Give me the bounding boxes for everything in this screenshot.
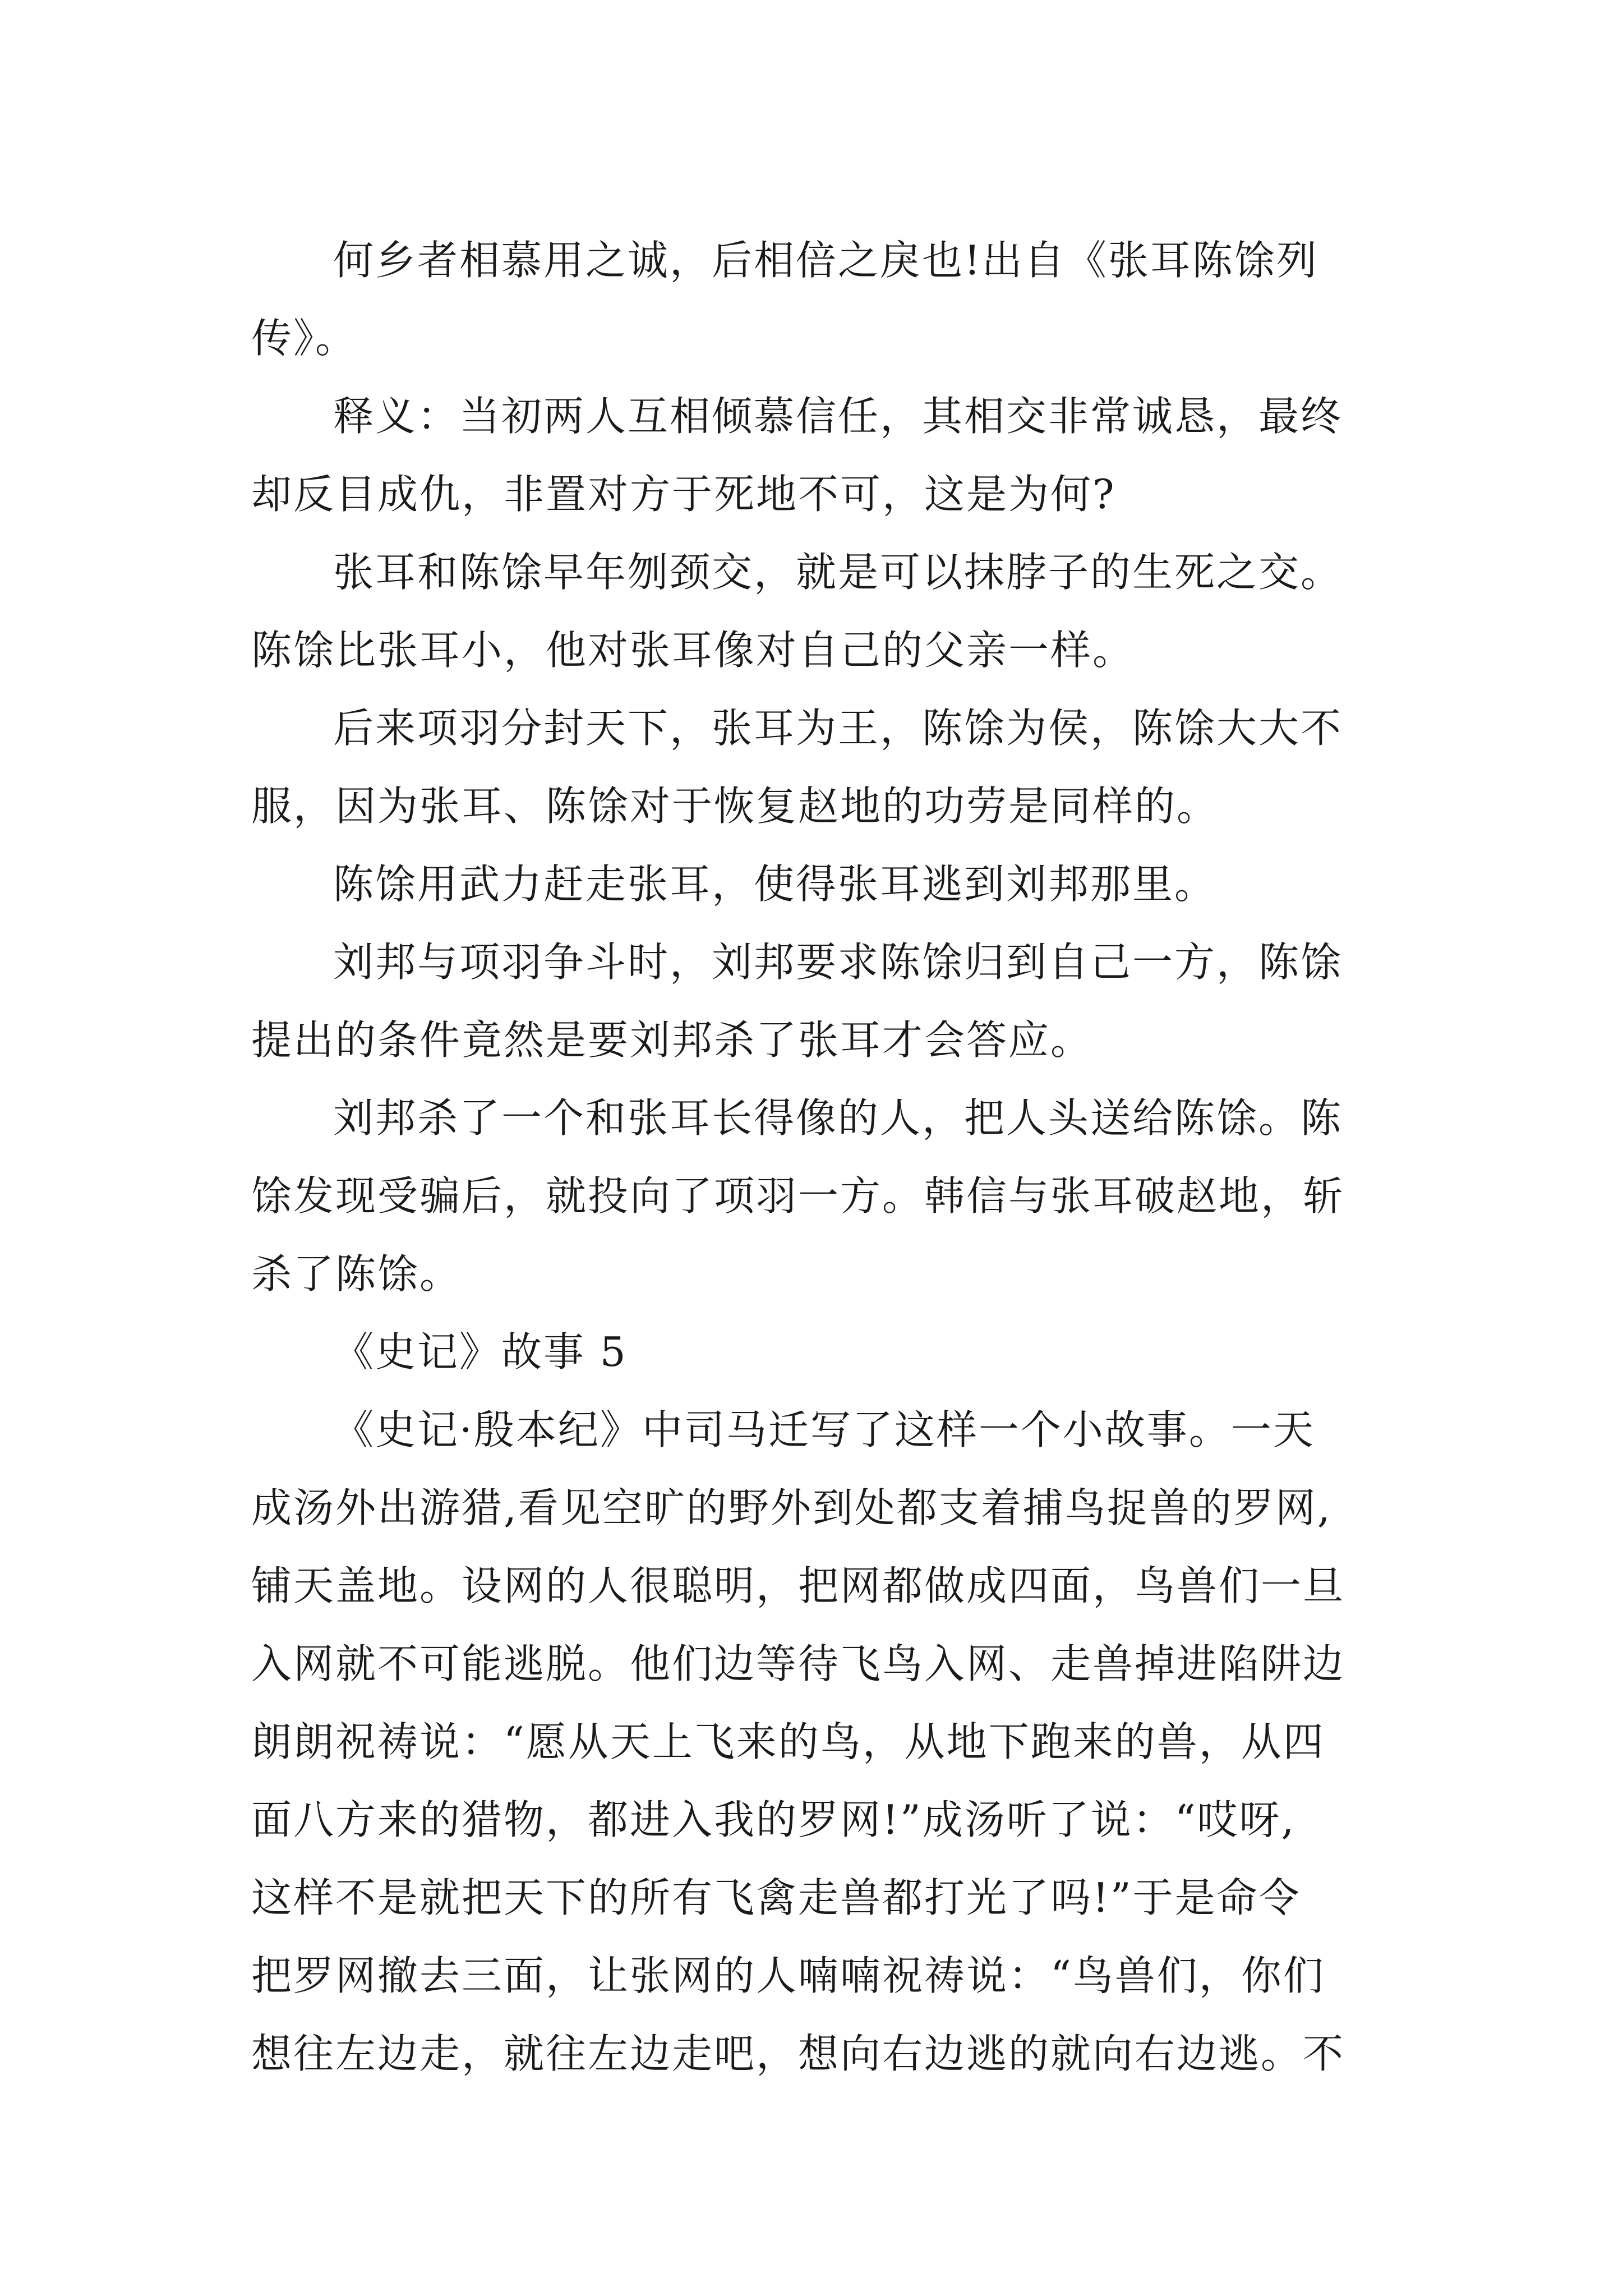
text-line: 这样不是就把天下的所有飞禽走兽都打光了吗!”于是命令 bbox=[251, 1874, 1301, 1921]
text-line: 后来项羽分封天下，张耳为王，陈馀为侯，陈馀大大不 bbox=[333, 705, 1343, 752]
text-line: 刘邦杀了一个和张耳长得像的人，把人头送给陈馀。陈 bbox=[333, 1094, 1343, 1142]
text-line: 《史记·殷本纪》中司马迁写了这样一个小故事。一天 bbox=[333, 1406, 1315, 1453]
document-body bbox=[251, 222, 1390, 2093]
text-line: 铺天盖地。设网的人很聪明，把网都做成四面，鸟兽们一旦 bbox=[251, 1562, 1345, 1609]
text-line: 传》。 bbox=[251, 315, 358, 362]
text-line: 却反目成仇，非置对方于死地不可，这是为何? bbox=[251, 471, 1116, 518]
text-line: 服，因为张耳、陈馀对于恢复赵地的功劳是同样的。 bbox=[251, 783, 1219, 830]
text-line: 把罗网撤去三面，让张网的人喃喃祝祷说：“鸟兽们，你们 bbox=[251, 1952, 1325, 1999]
text-line: 释义：当初两人互相倾慕信任，其相交非常诚恳，最终 bbox=[333, 393, 1343, 440]
text-line: 何乡者相慕用之诚，后相倍之戾也!出自《张耳陈馀列 bbox=[333, 237, 1318, 284]
text-line: 陈馀比张耳小，他对张耳像对自己的父亲一样。 bbox=[251, 627, 1135, 674]
section-heading: 《史记》故事 5 bbox=[333, 1328, 628, 1375]
text-line: 杀了陈馀。 bbox=[251, 1250, 462, 1297]
text-line: 陈馀用武力赶走张耳，使得张耳逃到刘邦那里。 bbox=[333, 861, 1217, 908]
text-line: 张耳和陈馀早年刎颈交，就是可以抹脖子的生死之交。 bbox=[333, 549, 1343, 596]
text-line: 刘邦与项羽争斗时，刘邦要求陈馀归到自己一方，陈馀 bbox=[333, 938, 1343, 986]
text-line: 入网就不可能逃脱。他们边等待飞鸟入网、走兽掉进陷阱边 bbox=[251, 1640, 1345, 1687]
text-line: 想往左边走，就往左边走吧，想向右边逃的就向右边逃。不 bbox=[251, 2030, 1345, 2077]
text-line: 面八方来的猎物，都进入我的罗网!”成汤听了说：“哎呀, bbox=[251, 1796, 1296, 1843]
text-line: 馀发现受骗后，就投向了项羽一方。韩信与张耳破赵地，斩 bbox=[251, 1172, 1345, 1220]
text-line: 朗朗祝祷说：“愿从天上飞来的鸟，从地下跑来的兽，从四 bbox=[251, 1718, 1325, 1765]
text-line: 成汤外出游猎,看见空旷的野外到处都支着捕鸟捉兽的罗网, bbox=[251, 1484, 1332, 1531]
text-line: 提出的条件竟然是要刘邦杀了张耳才会答应。 bbox=[251, 1016, 1093, 1064]
